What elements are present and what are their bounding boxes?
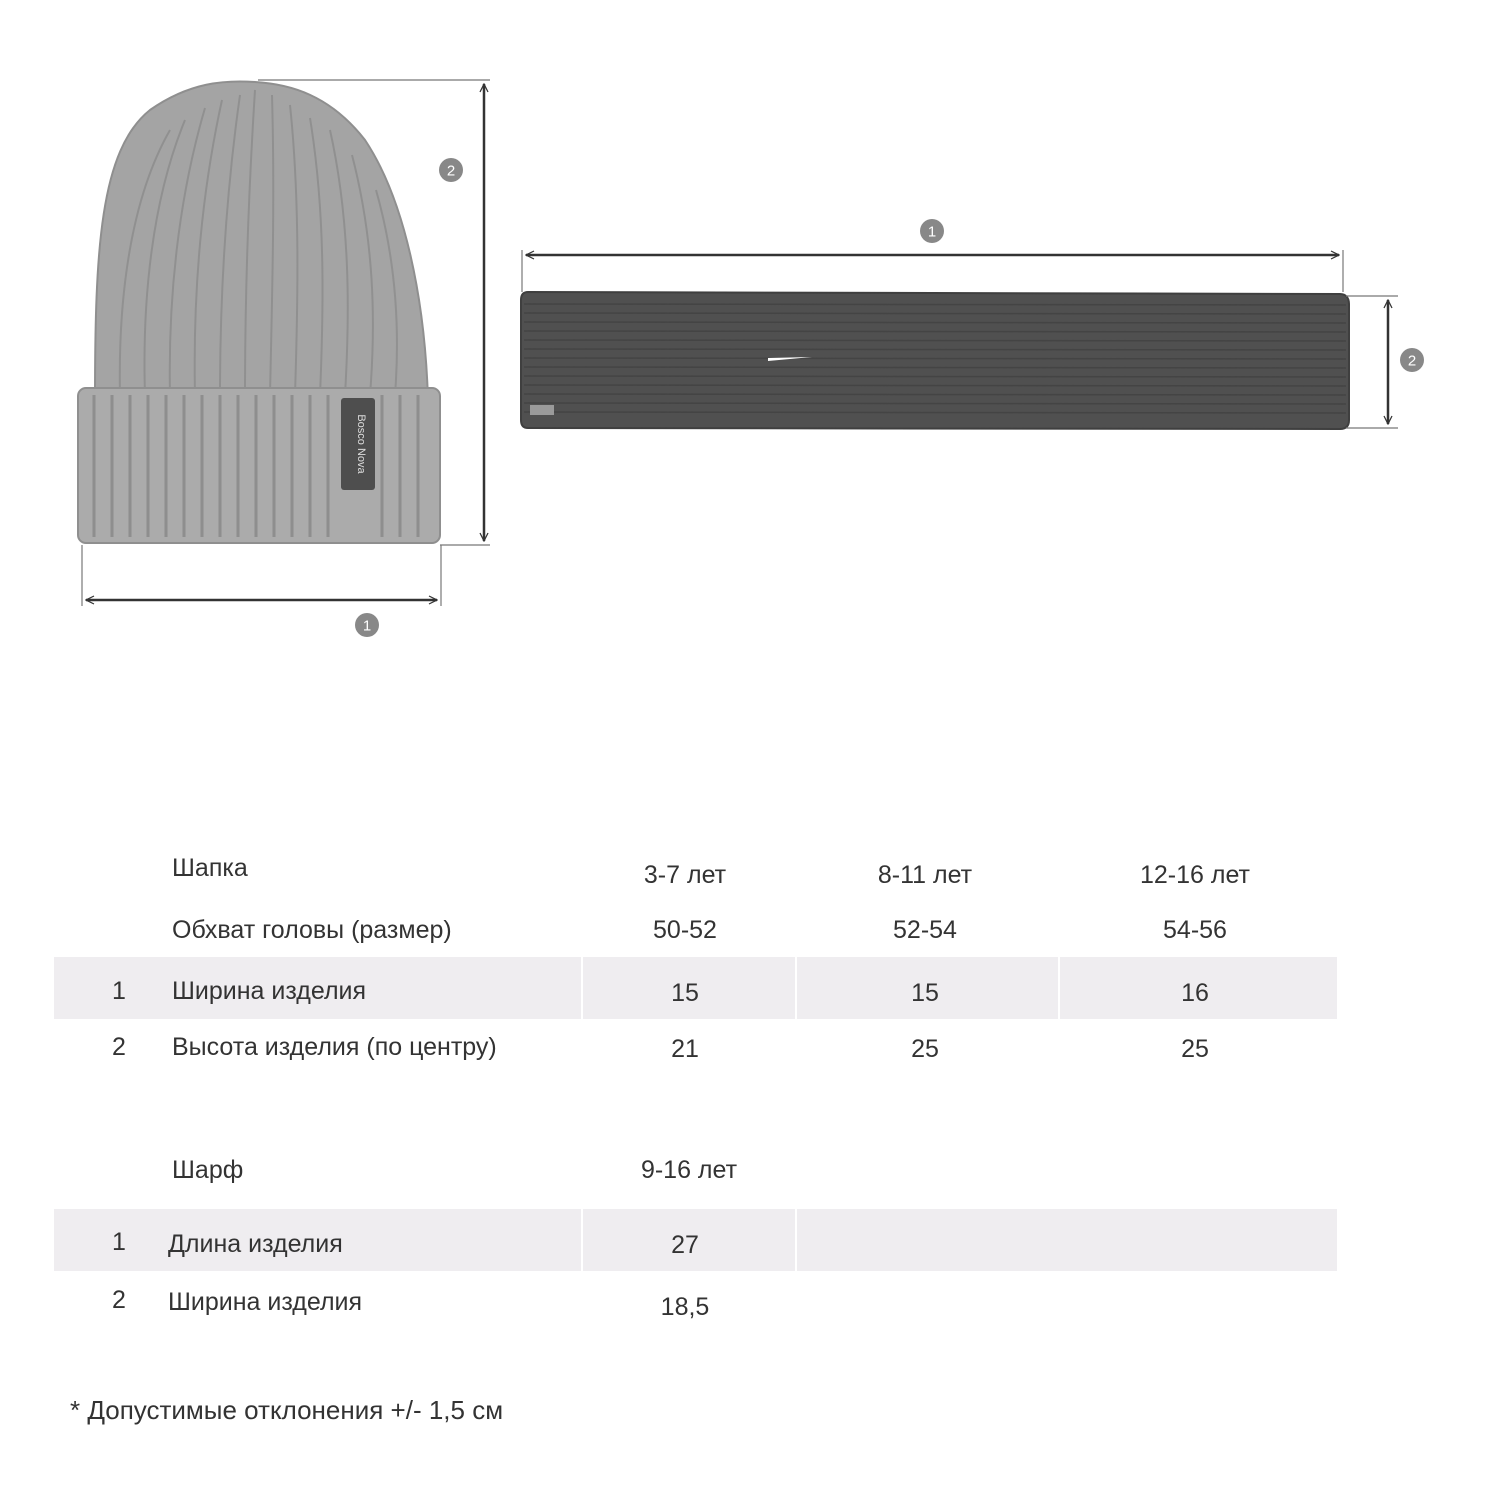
hat-row-1-number: 1 [112, 977, 126, 1005]
scarf-table-title: Шарф [172, 1156, 244, 1184]
tolerance-footnote: * Допустимые отклонения +/- 1,5 см [70, 1395, 504, 1425]
hat-row-2-value-2: 25 [911, 1035, 939, 1063]
hat-age-column-1: 3-7 лет [643, 861, 727, 889]
scarf-width-marker: 2 [1407, 352, 1417, 370]
hat-girth-label: Обхват головы (размер) [172, 916, 452, 944]
hat-width-marker: 1 [362, 617, 372, 635]
hat-height-marker: 2 [446, 162, 456, 180]
hat-age-column-2: 8-11 лет [877, 861, 973, 889]
hat-row-1-value-3: 16 [1181, 979, 1209, 1007]
hat-row-2-label: Высота изделия (по центру) [172, 1033, 497, 1061]
scarf-width-dimension [1346, 296, 1424, 428]
scarf-row-2-number: 2 [112, 1286, 126, 1314]
hat-cuff [78, 388, 440, 543]
scarf-row-2-value-1: 18,5 [660, 1293, 710, 1321]
scarf-row-1-number: 1 [112, 1228, 126, 1256]
hat-girth-value-1: 50-52 [653, 916, 717, 944]
hat-row-1-value-1: 15 [671, 979, 699, 1007]
hat-drawing [78, 81, 440, 543]
scarf-row-2-label: Ширина изделия [168, 1288, 363, 1316]
hat-row-2-number: 2 [112, 1033, 126, 1061]
hat-table-title: Шапка [172, 854, 248, 882]
product-illustration [0, 0, 1500, 700]
scarf-length-dimension [522, 219, 1343, 292]
scarf-row-1-value-1: 27 [671, 1231, 699, 1259]
hat-age-column-3: 12-16 лет [1140, 861, 1250, 889]
hat-width-dimension [82, 545, 441, 637]
hat-row-1-label: Ширина изделия [172, 977, 367, 1005]
hat-row-2-value-3: 25 [1181, 1035, 1209, 1063]
hat-brand-patch-text: Bosco Nova [355, 414, 367, 474]
scarf-tag [530, 405, 554, 415]
scarf-drawing [521, 292, 1349, 429]
hat-row-2-value-1: 21 [671, 1035, 699, 1063]
scarf-length-marker: 1 [927, 223, 937, 241]
scarf-age-column-1: 9-16 лет [640, 1156, 738, 1184]
hat-girth-value-3: 54-56 [1163, 916, 1227, 944]
hat-row-1-value-2: 15 [911, 979, 939, 1007]
scarf-row-1-label: Длина изделия [168, 1230, 343, 1258]
hat-girth-value-2: 52-54 [893, 916, 957, 944]
